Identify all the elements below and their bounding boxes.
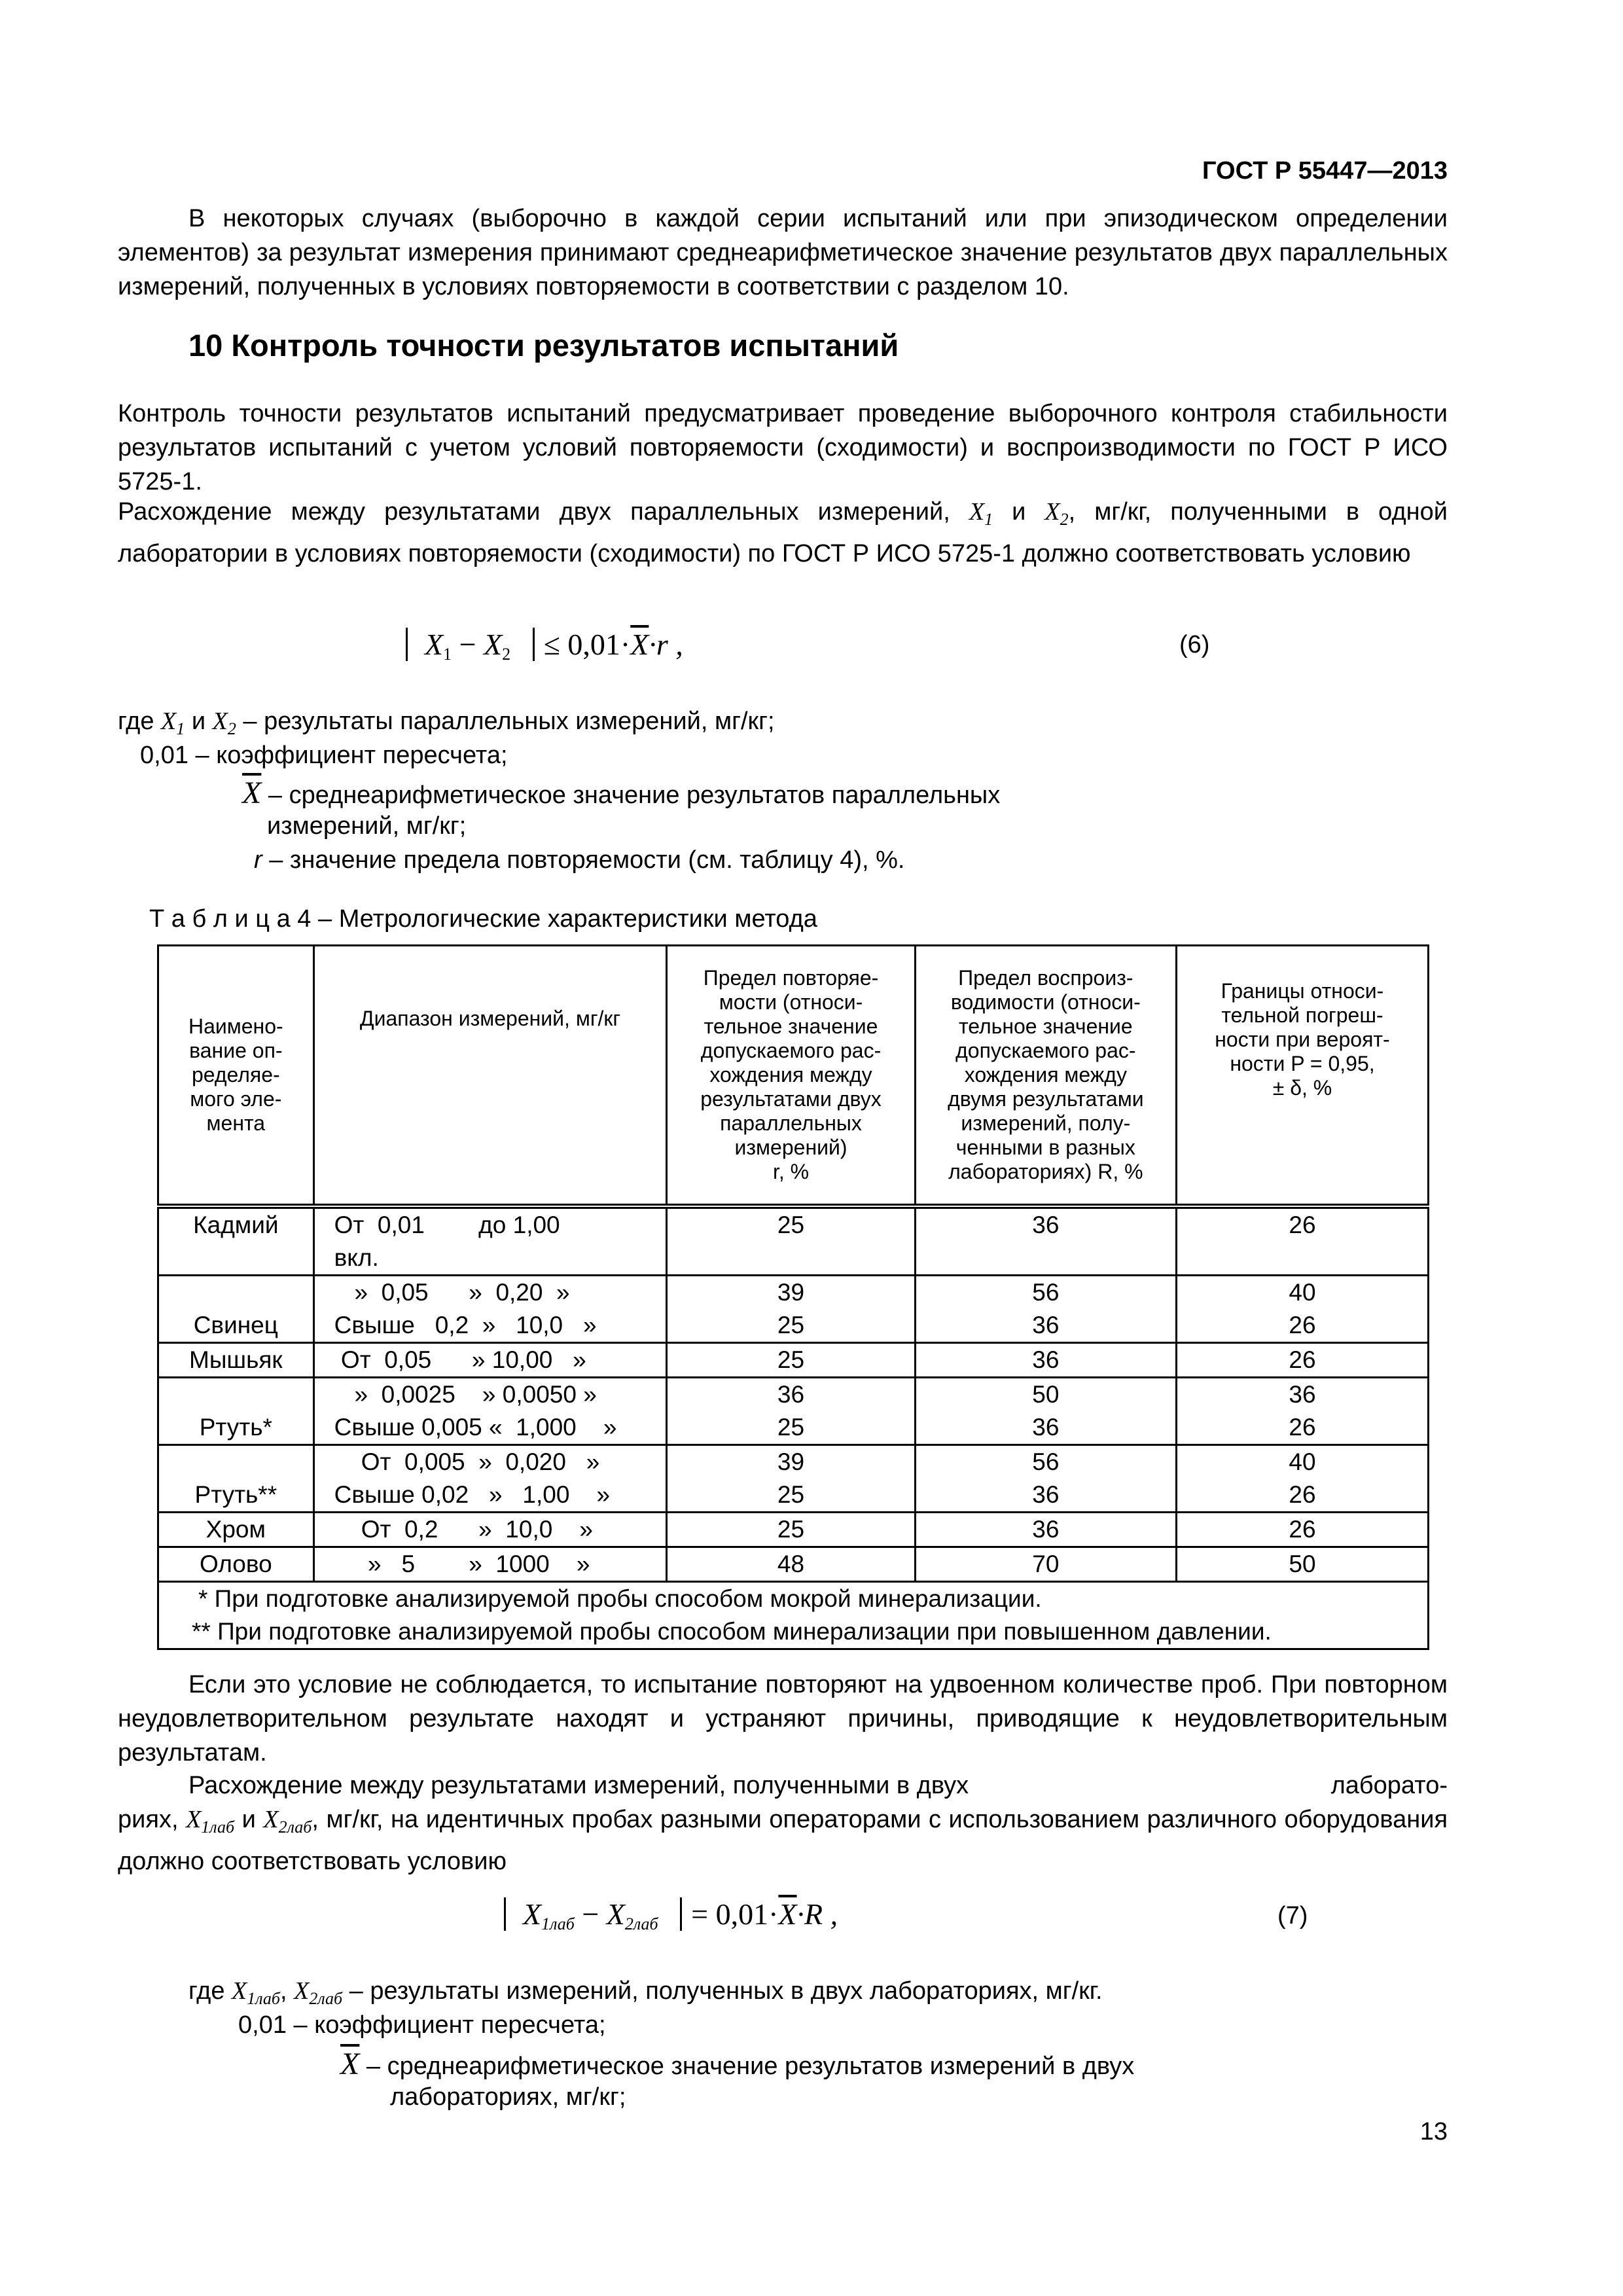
metrology-table [157,944,1429,1650]
where7-line3: $\overline{X}$ – среднеарифметическое значение результатов измерений в двух [340,2047,1135,2081]
where6-line3: $\overline{X}$ – среднеарифметическое значение результатов параллельных [242,776,1001,810]
formula-6: $X_1 - X_2 \le 0,01\cdot\overline{X}\cdot r$ , [406,627,683,664]
where6-line5: r – значение предела повторяемости (см. таблицу 4), %. [254,846,905,874]
where7-line1: где $X_{1лаб}$, $X_{2лаб}$ – результаты измерений, полученных в двух лабораториях, мг/кг. [188,1977,1103,2008]
after-table-paragraph-1: Если это условие не соблюдается, то испытание повторяют на удвоенном количестве проб. При повторном неудовлетворительном результате находят и устраняют причины, приводящие к неудовлетворительным результатам. [118,1671,1448,1767]
after-table-paragraph-2-rest: риях, $X_{1лаб}$ и $X_{2лаб}$, мг/кг, на идентичных пробах разными операторами с использованием различного оборудования должно соответствовать условию [118,1806,1448,1875]
table-row: Мышьяк От 0,05 » 10,00 » 25 36 26 [158,1342,1429,1377]
table-header-row [158,946,1429,1206]
table-row: Олово » 5 » 1000 » 48 70 50 [158,1547,1429,1581]
table-row: » 0,0025 » 0,0050 » 36 50 36 [158,1377,1429,1411]
equation-number-6: (6) [1179,631,1210,658]
table-row: » 0,05 » 0,20 » 39 56 40 [158,1275,1429,1309]
table-footnotes-row [158,1581,1429,1649]
x1-symbol: $X_1$ [969,498,993,529]
intro-paragraph: В некоторых случаях (выборочно в каждой серии испытаний или при эпизодическом определении элементов) за результат измерения принимают среднеарифметическое значение результатов двух параллельных измерений, полученных в условиях повторяемости в соответствии с разделом 10. [118,205,1448,300]
section-paragraph-1 [118,397,1448,499]
section-paragraph-1-text: Контроль точности результатов испытаний предусматривает проведение выборочного контроля стабильности результатов испытаний с учетом условий повторяемости (сходимости) и воспроизводимости по ГОСТ Р ИСО 5725-1. [118,400,1448,495]
x2-symbol: $X_2$ [1044,498,1069,529]
after-table-paragraph-2-line1: Расхождение между результатами измерений, полученными в двух [188,1772,969,1799]
table-row: Хром От 0,2 » 10,0 » 25 36 26 [158,1512,1429,1547]
table-caption: Т а б л и ц а 4 – Метрологические характеристики метода [149,905,817,933]
where7-line4: лабораториях, мг/кг; [390,2083,626,2111]
table-footnote-2: ** При подготовке анализируемой пробы способом минерализации при повышенном давлении. [192,1617,1272,1645]
formula-7: $X_{1лаб} - X_{2лаб} = 0,01\cdot\overline{X}\cdot R$ , [504,1897,838,1934]
where6-line1: где $X_1$ и $X_2$ – результаты параллельных измерений, мг/кг; [118,708,775,738]
where6-line4: измерений, мг/кг; [267,812,467,840]
table-row: Свинец Свыше 0,2 » 10,0 » 25 36 26 [158,1309,1429,1343]
header-reproducibility: Предел воспроиз- водимости (относи- тельное значение допускаемого рас- хождения между двумя результатами измерений, полу- ченными в разных лабораториях) R, % [915,946,1176,1206]
table-row: Ртуть** Свыше 0,02 » 1,00 » 25 36 26 [158,1479,1429,1513]
para2-start: Расхождение между результатами двух параллельных измерений, [118,498,950,526]
where6-line2: 0,01 – коэффициент пересчета; [140,742,508,769]
header-repeatability: Предел повторяе- мости (относи- тельное значение допускаемого рас- хождения между результатами двух параллельных измерений) r, % [667,946,915,1206]
header-element: Наимено- вание оп- ределяе- мого эле- мента [158,946,314,1206]
document-code: ГОСТ Р 55447—2013 [1202,157,1448,185]
equation-number-7: (7) [1277,1902,1308,1929]
header-range: Диапазон измерений, мг/кг [313,946,667,1206]
and-word: и [1012,498,1026,526]
page-number: 13 [1419,2118,1448,2145]
table-row: Кадмий От 0,01 до 1,00 вкл. 25 36 26 [158,1206,1429,1276]
table-row: Ртуть* Свыше 0,005 « 1,000 » 25 36 26 [158,1411,1429,1445]
header-error-bounds: Границы относи- тельной погреш- ности при вероят- ности P = 0,95, ± δ, % [1176,946,1428,1206]
section-paragraph-2 [118,495,1448,571]
section-title: 10 Контроль точности результатов испытаний [188,328,899,363]
table-footnote-1: * При подготовке анализируемой пробы способом мокрой минерализации. [198,1585,1042,1612]
after-table-paragraph-2-line1-end: лаборато- [1330,1772,1448,1799]
para2-end: , мг/кг, полученными в одной лаборатории в условиях повторяемости (сходимости) по ГОСТ Р ИСО 5725-1 должно соответствовать условию [118,498,1448,567]
where7-line2: 0,01 – коэффициент пересчета; [238,2011,606,2039]
table-row: От 0,005 » 0,020 » 39 56 40 [158,1444,1429,1479]
